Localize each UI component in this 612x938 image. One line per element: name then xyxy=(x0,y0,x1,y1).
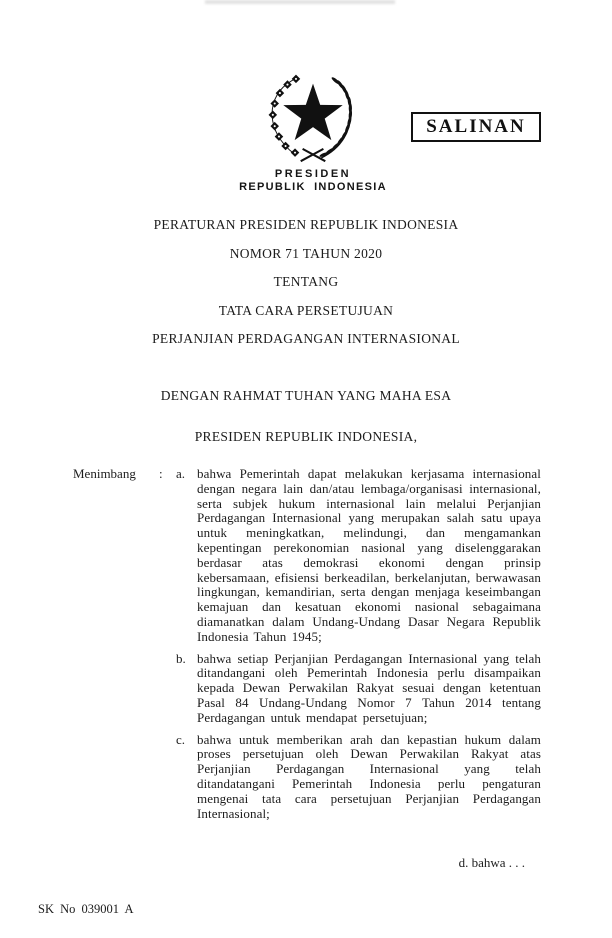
title-line-3: TENTANG xyxy=(273,274,339,289)
presidential-emblem-icon xyxy=(261,73,365,168)
consideration-item-c xyxy=(176,733,541,822)
title-line-5: PERJANJIAN PERDAGANGAN INTERNASIONAL xyxy=(152,331,460,346)
cotton-wreath xyxy=(269,75,301,157)
salinan-stamp xyxy=(411,112,541,142)
item-letter-a: a. xyxy=(176,466,186,481)
consideration-item-b xyxy=(176,652,541,726)
consideration-row-a xyxy=(73,467,541,652)
title-line-2: NOMOR 71 TAHUN 2020 xyxy=(229,245,383,261)
invocation-line: DENGAN RAHMAT TUHAN YANG MAHA ESA xyxy=(160,388,452,403)
title-line-1: PERATURAN PRESIDEN REPUBLIK INDONESIA xyxy=(153,217,459,232)
regulation-title xyxy=(36,217,576,360)
scan-artifact xyxy=(205,0,395,4)
catchword: d. bahwa . . . xyxy=(458,855,525,870)
letterhead-line2: REPUBLIK INDONESIA xyxy=(239,181,387,193)
letterhead-line1: PRESIDEN xyxy=(274,168,352,180)
letterhead xyxy=(225,168,401,194)
menimbang-colon: : xyxy=(159,466,163,481)
item-text-c: bahwa untuk memberikan arah dan kepastian hukum dalam proses persetujuan oleh Dewan Perwakilan Rakyat atas Perjanjian Perdagangan Internasional yang telah ditandatangani Pemerintah Indonesia perlu pengaturan mengenai tata cara persetujuan Perjanjian Perdagangan Internasional; xyxy=(197,731,541,821)
item-letter-c: c. xyxy=(176,731,186,747)
considerations-section xyxy=(73,467,541,828)
star-icon xyxy=(283,84,342,140)
consideration-item-a xyxy=(176,467,541,645)
footer-document-code: SK No 039001 A xyxy=(38,902,134,916)
item-letter-b: b. xyxy=(176,650,186,666)
menimbang-label: Menimbang xyxy=(73,466,136,481)
title-line-4: TATA CARA PERSETUJUAN xyxy=(218,302,394,318)
authority-line: PRESIDEN REPUBLIK INDONESIA, xyxy=(194,429,418,444)
salinan-stamp-label: SALINAN xyxy=(426,116,526,137)
item-text-a: bahwa Pemerintah dapat melakukan kerjasama internasional dengan negara lain dan/atau lembaga/organisasi internasional, serta subjek hukum internasional lain melalui Perjanjian Perdagangan Internasional yang merupakan salah satu upaya untuk meningkatkan, melindungi, dan mengamankan kepentingan perekonomian nasional yang diselenggarakan berdasar atas demokrasi ekonomi dengan prinsip kebersamaan, efisiensi berkeadilan, berkelanjutan, berwawasan lingkungan, kemandirian, serta dengan menjaga keseimbangan kemajuan dan kesatuan ekonomi nasional sebagaimana diamanatkan dalam Undang-Undang Dasar Negara Republik Indonesia Tahun 1945; xyxy=(197,466,541,644)
item-text-b: bahwa setiap Perjanjian Perdagangan Internasional yang telah ditandangani oleh Pemerintah Indonesia perlu disampaikan kepada Dewan Perwakilan Rakyat sesuai dengan ketentuan Pasal 84 Undang-Undang Nomor 7 Tahun 2014 tentang Perdagangan untuk mendapat persetujuan; xyxy=(197,650,541,725)
